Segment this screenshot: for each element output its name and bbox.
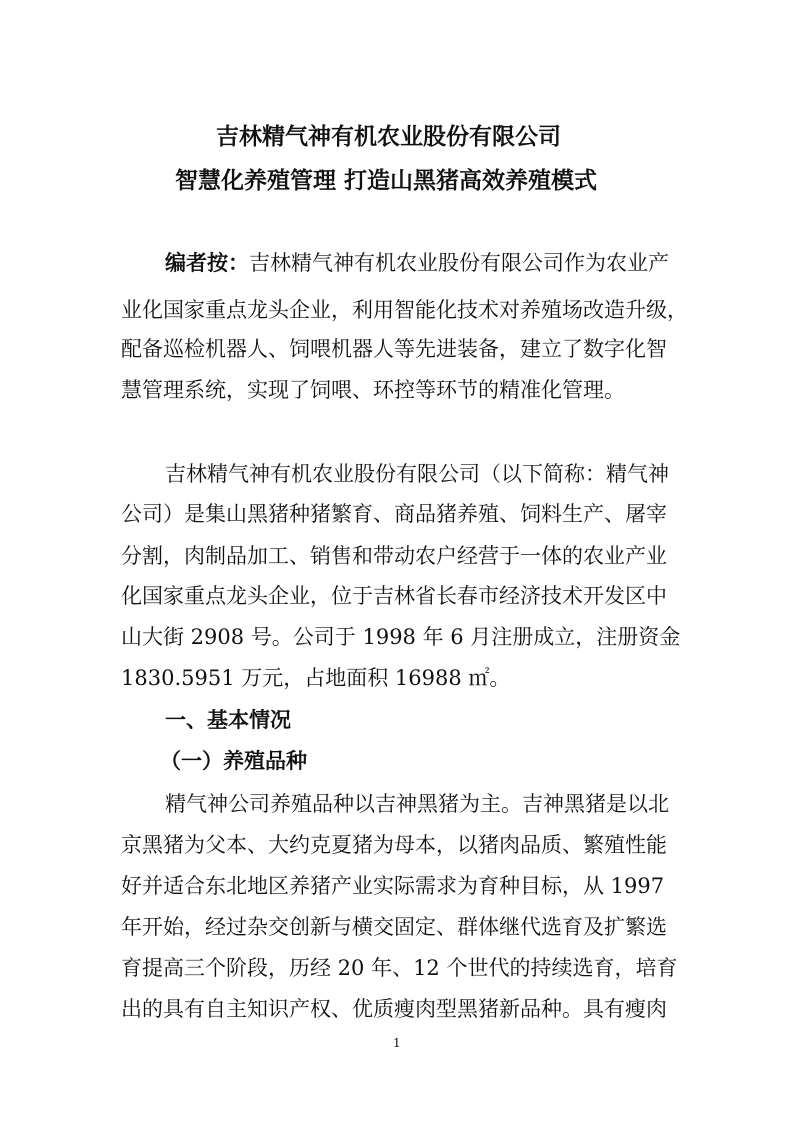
- editor-note-line: [165, 250, 669, 276]
- paragraph-line: 山大街 2908 号。公司于 1998 年 6 月注册成立，注册资金: [121, 625, 681, 649]
- editor-note-line: 业化国家重点龙头企业，利用智能化技术对养殖场改造升级，: [121, 298, 688, 322]
- paragraph-line: 化国家重点龙头企业，位于吉林省长春市经济技术开发区中: [121, 584, 667, 608]
- editor-note-text: 吉林精气神有机农业股份有限公司作为农业产: [249, 251, 669, 275]
- paragraph-line: 育提高三个阶段，历经 20 年、12 个世代的持续选育，培育: [121, 956, 678, 980]
- section-heading: 一、基本情况: [165, 708, 291, 732]
- document-title-line2: 智慧化养殖管理 打造山黑猪高效养殖模式: [175, 168, 598, 194]
- paragraph-line: 1830.5951 万元，占地面积 16988 ㎡。: [121, 666, 511, 690]
- paragraph-line: 年开始，经过杂交创新与横交固定、群体继代选育及扩繁选: [121, 915, 667, 939]
- paragraph-line: 精气神公司养殖品种以吉神黑猪为主。吉神黑猪是以北: [165, 792, 669, 816]
- page-number: 1: [393, 1036, 401, 1050]
- editor-note-label: 编者按：: [165, 250, 249, 275]
- paragraph-line: 好并适合东北地区养猪产业实际需求为育种目标，从 1997: [121, 874, 665, 898]
- paragraph-line: 公司）是集山黑猪种猪繁育、商品猪养殖、饲料生产、屠宰: [121, 502, 667, 526]
- editor-note-line: 配备巡检机器人、饲喂机器人等先进装备，建立了数字化智: [121, 337, 667, 361]
- editor-note-line: 慧管理系统，实现了饲喂、环控等环节的精准化管理。: [121, 378, 625, 402]
- document-title-line1: 吉林精气神有机农业股份有限公司: [216, 124, 561, 150]
- subsection-heading: （一）养殖品种: [160, 748, 307, 773]
- paragraph-line: 分割，肉制品加工、销售和带动农户经营于一体的农业产业: [121, 544, 667, 568]
- paragraph-line: 吉林精气神有机农业股份有限公司（以下简称：精气神: [165, 462, 669, 486]
- paragraph-line: 出的具有自主知识产权、优质瘦肉型黑猪新品种。具有瘦肉: [121, 997, 667, 1021]
- paragraph-line: 京黑猪为父本、大约克夏猪为母本，以猪肉品质、繁殖性能: [121, 833, 667, 857]
